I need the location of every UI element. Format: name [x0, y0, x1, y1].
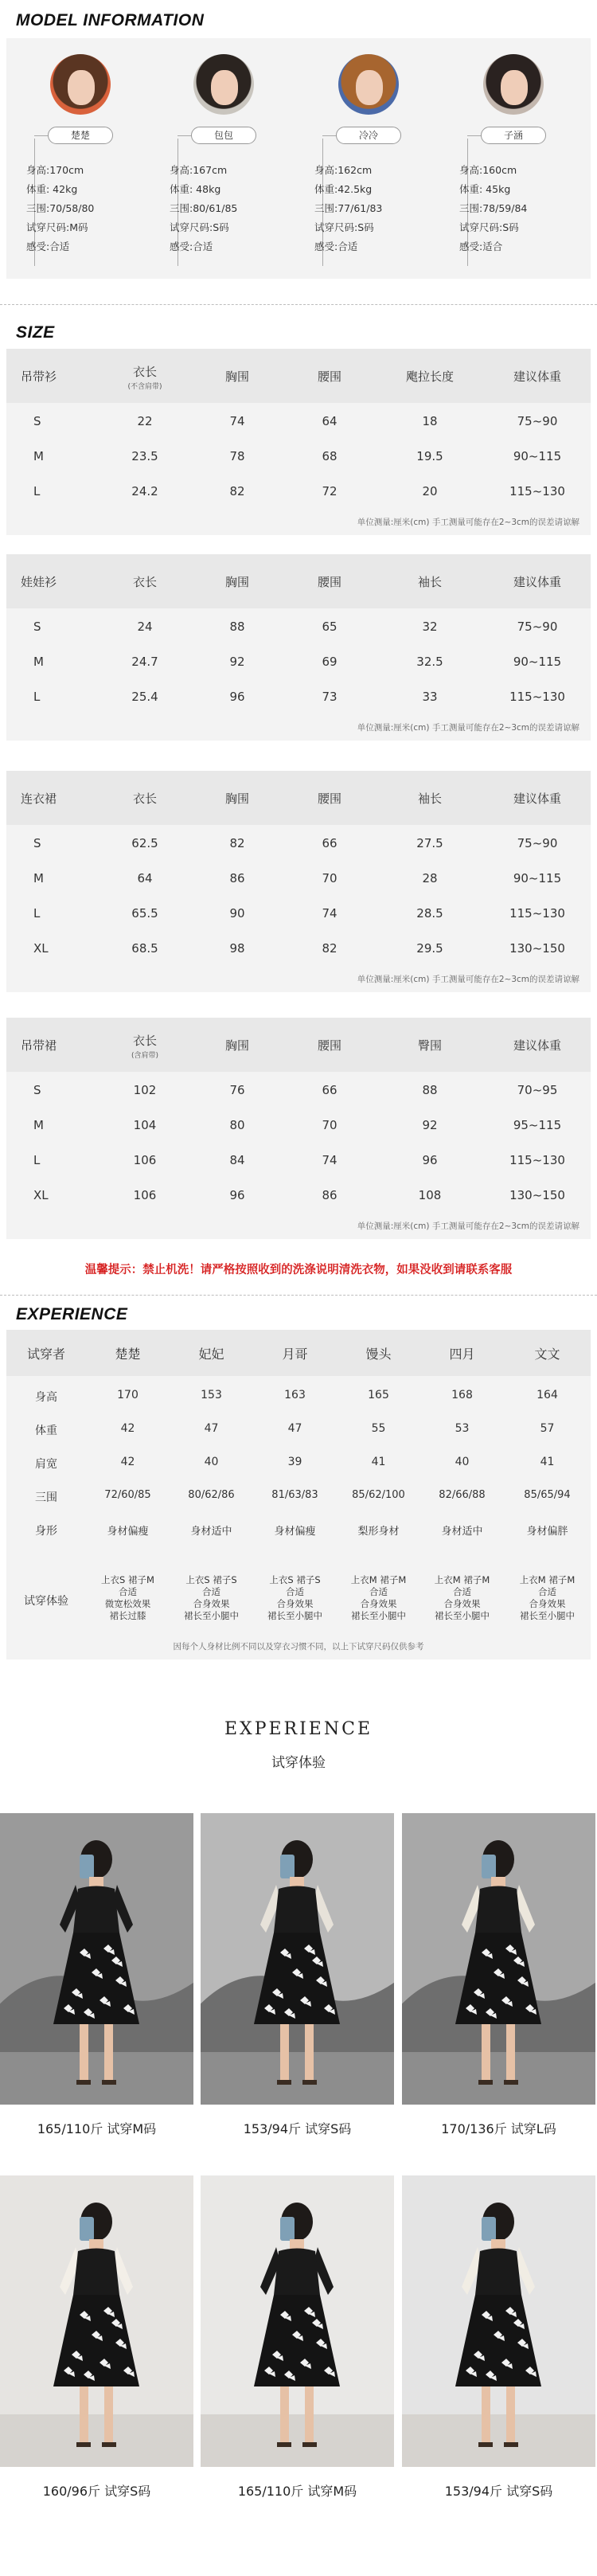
model-card	[14, 38, 146, 279]
size-table-cell: S	[33, 414, 41, 428]
experience-cell: 身材偏瘦	[274, 1526, 316, 1538]
experience-cell: 164	[537, 1389, 558, 1401]
size-table-header: 臀围	[417, 1038, 442, 1053]
size-table	[6, 349, 591, 535]
size-table-cell: 86	[229, 871, 245, 885]
size-table-cell: 70	[322, 1118, 338, 1132]
experience-cell: 170	[117, 1389, 139, 1401]
size-table-cell: 25.4	[131, 690, 158, 704]
size-table-header: 飑拉长度	[405, 369, 454, 384]
size-table-cell: 84	[229, 1153, 245, 1167]
size-table-header: 胸围	[224, 369, 249, 384]
size-table-cell: 130~150	[509, 941, 565, 956]
model-photo	[0, 2175, 193, 2467]
photo-figure	[201, 1813, 394, 2105]
model-size: 试穿尺码:S码	[314, 221, 374, 233]
model-feel: 感受:合适	[26, 240, 70, 252]
size-table-cell: 104	[133, 1118, 157, 1132]
size-table-header: 建议体重	[513, 369, 561, 384]
experience-cell: 梨形身材	[357, 1526, 400, 1538]
size-table-header: 建议体重	[513, 792, 561, 806]
size-table-cell: 23.5	[131, 449, 158, 463]
size-table-cell: L	[33, 906, 41, 921]
size-table-cell: M	[33, 1118, 44, 1132]
size-table-header: 袖长	[417, 792, 442, 806]
photo-figure	[402, 1813, 595, 2105]
experience-cell: 47	[204, 1422, 219, 1435]
size-table-cell: 96	[229, 1188, 245, 1202]
experience-cell: 身材偏胖	[526, 1526, 568, 1538]
size-table-cell: XL	[33, 1188, 49, 1202]
size-table-cell: 19.5	[416, 449, 443, 463]
experience-cell: 163	[284, 1389, 306, 1401]
size-table-cell: 80	[229, 1118, 245, 1132]
model-name: 冷冷	[336, 127, 401, 144]
model-measurements: 三围:77/61/83	[314, 202, 383, 214]
experience-cell: 身形	[35, 1525, 57, 1538]
size-table-cell: 108	[418, 1188, 442, 1202]
model-name: 子涵	[481, 127, 546, 144]
model-weight: 体重:42.5kg	[314, 183, 373, 195]
size-table-header: 衣长	[132, 792, 157, 806]
size-table-cell: L	[33, 484, 41, 498]
size-table-cell: 24.7	[131, 655, 158, 669]
size-table-cell: 28	[422, 871, 438, 885]
experience-header: 四月	[449, 1347, 475, 1362]
model-photo	[0, 1813, 193, 2105]
experience-trial-cell: 上衣S 裙子S 合适 合身效果 裙长至小腿中	[184, 1574, 239, 1621]
size-table-cell: 75~90	[517, 414, 558, 428]
experience-note: 因每个人身材比例不同以及穿衣习惯不同，以上下试穿尺码仅供参考	[173, 1642, 424, 1652]
photo-figure	[402, 2175, 595, 2467]
experience-cell: 55	[371, 1422, 386, 1435]
model-height: 身高:162cm	[314, 164, 373, 176]
size-table-cell: 65	[322, 620, 338, 634]
size-table-cell: 66	[322, 836, 338, 850]
photo-figure	[201, 2175, 394, 2467]
experience-trial-cell: 上衣S 裙子S 合适 合身效果 裙长至小腿中	[267, 1574, 322, 1621]
experience-trial-cell: 上衣M 裙子M 合适 合身效果 裙长至小腿中	[519, 1574, 576, 1621]
experience-cell: 82/66/88	[439, 1489, 486, 1501]
size-table-cell: M	[33, 871, 44, 885]
size-table-cell: 62.5	[131, 836, 158, 850]
model-weight: 体重: 45kg	[459, 183, 511, 195]
size-table-header: 连衣裙	[21, 792, 57, 806]
section-divider	[0, 1295, 597, 1296]
size-table-header: 胸围	[224, 792, 249, 806]
experience-section-title: EXPERIENCE	[16, 1305, 128, 1323]
model-measurements: 三围:70/58/80	[26, 202, 95, 214]
experience-cell: 体重	[35, 1425, 57, 1437]
experience-cell: 47	[287, 1422, 302, 1435]
size-table-cell: 102	[133, 1083, 157, 1097]
photo-caption: 153/94斤 试穿S码	[444, 2484, 553, 2499]
size-table-cell: 82	[322, 941, 338, 956]
size-table-header: 衣长 (不含肩带)	[127, 365, 162, 391]
size-table-cell: 90~115	[513, 871, 562, 885]
size-table-note: 单位测量:厘米(cm) 手工测量可能存在2~3cm的误差请谅解	[357, 1222, 579, 1231]
model-measurements: 三围:78/59/84	[459, 202, 528, 214]
size-table-cell: 64	[322, 414, 338, 428]
experience-cell: 53	[455, 1422, 470, 1435]
size-table-cell: 65.5	[131, 906, 158, 921]
model-name: 包包	[191, 127, 256, 144]
size-table	[6, 771, 591, 992]
experience-header: 月哥	[282, 1347, 308, 1362]
model-photo	[402, 2175, 595, 2467]
size-table-cell: S	[33, 1083, 41, 1097]
photo-caption: 160/96斤 试穿S码	[42, 2484, 151, 2499]
model-measurements: 三围:80/61/85	[170, 202, 238, 214]
size-table-note: 单位测量:厘米(cm) 手工测量可能存在2~3cm的误差请谅解	[357, 723, 579, 733]
size-table-cell: 106	[133, 1153, 157, 1167]
size-table-cell: S	[33, 836, 41, 850]
model-card	[302, 38, 435, 279]
photo-figure	[0, 1813, 193, 2105]
size-table-header: 吊带衫	[21, 369, 57, 384]
experience-cell: 168	[451, 1389, 473, 1401]
model-avatar	[338, 54, 399, 115]
model-feel: 感受:适合	[459, 240, 503, 252]
model-height: 身高:160cm	[459, 164, 517, 176]
size-table-cell: 66	[322, 1083, 338, 1097]
experience-cell: 85/62/100	[352, 1489, 405, 1501]
experience-cell: 40	[204, 1456, 219, 1468]
size-table-cell: 88	[422, 1083, 438, 1097]
experience-trial-cell: 上衣M 裙子M 合适 合身效果 裙长至小腿中	[350, 1574, 407, 1621]
experience-header: 妃妃	[198, 1347, 224, 1362]
experience-cell: 身材适中	[441, 1526, 483, 1538]
size-table-header: 腰围	[317, 369, 341, 384]
size-table-cell: 32	[422, 620, 438, 634]
model-feel: 感受:合适	[170, 240, 213, 252]
size-table-cell: 92	[422, 1118, 438, 1132]
size-table-header: 腰围	[317, 575, 341, 589]
size-table-cell: 68.5	[131, 941, 158, 956]
size-table-cell: 115~130	[509, 1153, 565, 1167]
experience-header: 楚楚	[115, 1347, 141, 1362]
size-table-cell: 74	[229, 414, 245, 428]
size-table-header: 衣长 (含肩带)	[131, 1034, 159, 1060]
experience-cell: 40	[455, 1456, 470, 1468]
size-table-cell: 75~90	[517, 836, 558, 850]
size-table-cell: 22	[137, 414, 153, 428]
experience-cell: 165	[368, 1389, 389, 1401]
size-table-cell: 82	[229, 484, 245, 498]
size-table-header: 袖长	[417, 575, 442, 589]
photo-figure	[0, 2175, 193, 2467]
size-table-cell: 68	[322, 449, 338, 463]
size-table-cell: 86	[322, 1188, 338, 1202]
experience-cell: 身材适中	[190, 1526, 232, 1538]
size-table-cell: 29.5	[416, 941, 443, 956]
experience-cell: 三围	[35, 1491, 57, 1504]
experience-cell: 39	[287, 1456, 302, 1468]
size-table-header: 建议体重	[513, 1038, 561, 1053]
experience-cell: 85/65/94	[524, 1489, 571, 1501]
experience-cell: 80/62/86	[188, 1489, 235, 1501]
size-table-cell: 76	[229, 1083, 245, 1097]
experience-table	[6, 1330, 591, 1659]
experience-cell: 153	[201, 1389, 222, 1401]
size-table-cell: L	[33, 690, 41, 704]
size-section-title: SIZE	[16, 323, 55, 342]
experience-cell: 身材偏瘦	[107, 1526, 149, 1538]
size-table-cell: 98	[229, 941, 245, 956]
size-table-cell: 24.2	[131, 484, 158, 498]
experience-cell: 身高	[35, 1391, 57, 1404]
size-table-cell: 106	[133, 1188, 157, 1202]
model-height: 身高:167cm	[170, 164, 228, 176]
size-table-cell: 70	[322, 871, 338, 885]
size-table-cell: 115~130	[509, 690, 565, 704]
size-table-cell: 130~150	[509, 1188, 565, 1202]
experience-heading: EXPERIENCE	[224, 1719, 373, 1739]
size-table-header: 娃娃衫	[21, 575, 57, 589]
model-avatar	[483, 54, 544, 115]
size-table-cell: 72	[322, 484, 338, 498]
size-table-cell: 92	[229, 655, 245, 669]
size-table-cell: 95~115	[513, 1118, 562, 1132]
size-table-note: 单位测量:厘米(cm) 手工测量可能存在2~3cm的误差请谅解	[357, 518, 579, 527]
size-table-cell: 32.5	[416, 655, 443, 669]
model-photo	[201, 1813, 394, 2105]
model-height: 身高:170cm	[26, 164, 84, 176]
size-table-cell: L	[33, 1153, 41, 1167]
model-photo	[402, 1813, 595, 2105]
size-table-cell: 28.5	[416, 906, 443, 921]
experience-cell: 42	[120, 1422, 135, 1435]
model-photo	[201, 2175, 394, 2467]
model-card	[447, 38, 579, 279]
size-table-header: 胸围	[224, 1038, 249, 1053]
experience-cell: 81/63/83	[271, 1489, 318, 1501]
size-table-header: 吊带裙	[21, 1038, 57, 1053]
size-table-header: 腰围	[317, 1038, 341, 1053]
size-table-cell: 20	[422, 484, 438, 498]
size-table-cell: 75~90	[517, 620, 558, 634]
experience-subheading: 试穿体验	[271, 1755, 326, 1771]
size-table-cell: 88	[229, 620, 245, 634]
experience-cell: 42	[120, 1456, 135, 1468]
size-table-cell: 96	[229, 690, 245, 704]
photo-caption: 153/94斤 试穿S码	[243, 2121, 352, 2136]
model-weight: 体重: 48kg	[170, 183, 221, 195]
size-table-cell: 96	[422, 1153, 438, 1167]
size-table-header: 衣长	[132, 575, 157, 589]
size-table-header: 建议体重	[513, 575, 561, 589]
size-table-cell: 69	[322, 655, 338, 669]
experience-cell: 72/60/85	[104, 1489, 151, 1501]
model-section-title: MODEL INFORMATION	[16, 11, 205, 29]
size-table-cell: 82	[229, 836, 245, 850]
size-table-cell: 90~115	[513, 655, 562, 669]
care-warning: 温馨提示：禁止机洗！请严格按照收到的洗涤说明清洗衣物，如果没收到请联系客服	[84, 1264, 513, 1276]
size-table-cell: 24	[137, 620, 153, 634]
experience-cell: 57	[540, 1422, 555, 1435]
size-table-cell: 33	[422, 690, 438, 704]
size-table-cell: 74	[322, 906, 338, 921]
model-weight: 体重: 42kg	[26, 183, 78, 195]
model-card	[158, 38, 290, 279]
model-avatar	[50, 54, 111, 115]
experience-header: 馒头	[365, 1347, 392, 1362]
size-table	[6, 554, 591, 741]
experience-cell: 41	[540, 1456, 555, 1468]
size-table-cell: 78	[229, 449, 245, 463]
section-divider	[0, 304, 597, 305]
size-table-cell: 115~130	[509, 906, 565, 921]
size-table	[6, 1018, 591, 1239]
size-table-note: 单位测量:厘米(cm) 手工测量可能存在2~3cm的误差请谅解	[357, 975, 579, 984]
model-size: 试穿尺码:S码	[170, 221, 229, 233]
size-table-cell: XL	[33, 941, 49, 956]
size-table-cell: 64	[137, 871, 153, 885]
size-table-cell: 90	[229, 906, 245, 921]
size-table-cell: 115~130	[509, 484, 565, 498]
size-table-header: 胸围	[224, 575, 249, 589]
model-size: 试穿尺码:M码	[26, 221, 88, 233]
size-table-cell: 18	[422, 414, 438, 428]
size-table-cell: M	[33, 449, 44, 463]
size-table-cell: S	[33, 620, 41, 634]
model-avatar	[193, 54, 254, 115]
size-table-cell: 74	[322, 1153, 338, 1167]
model-size: 试穿尺码:S码	[459, 221, 519, 233]
experience-trial-cell: 上衣S 裙子M 合适 微宽松效果 裙长过膝	[101, 1574, 154, 1621]
model-cards	[6, 38, 591, 279]
photo-caption: 170/136斤 试穿L码	[441, 2121, 556, 2136]
experience-trial-cell: 上衣M 裙子M 合适 合身效果 裙长至小腿中	[434, 1574, 490, 1621]
experience-header: 文文	[534, 1347, 560, 1362]
photo-caption: 165/110斤 试穿M码	[237, 2484, 357, 2499]
size-table-cell: 73	[322, 690, 338, 704]
size-table-header: 腰围	[317, 792, 341, 806]
size-table-cell: 27.5	[416, 836, 443, 850]
size-table-cell: 70~95	[517, 1083, 558, 1097]
experience-trial-label: 试穿体验	[24, 1595, 68, 1608]
model-name: 楚楚	[48, 127, 113, 144]
size-table-cell: M	[33, 655, 44, 669]
photo-caption: 165/110斤 试穿M码	[37, 2121, 157, 2136]
model-feel: 感受:合适	[314, 240, 358, 252]
size-table-cell: 90~115	[513, 449, 562, 463]
experience-cell: 肩宽	[35, 1458, 57, 1471]
experience-header: 试穿者	[26, 1347, 65, 1362]
experience-cell: 41	[371, 1456, 386, 1468]
